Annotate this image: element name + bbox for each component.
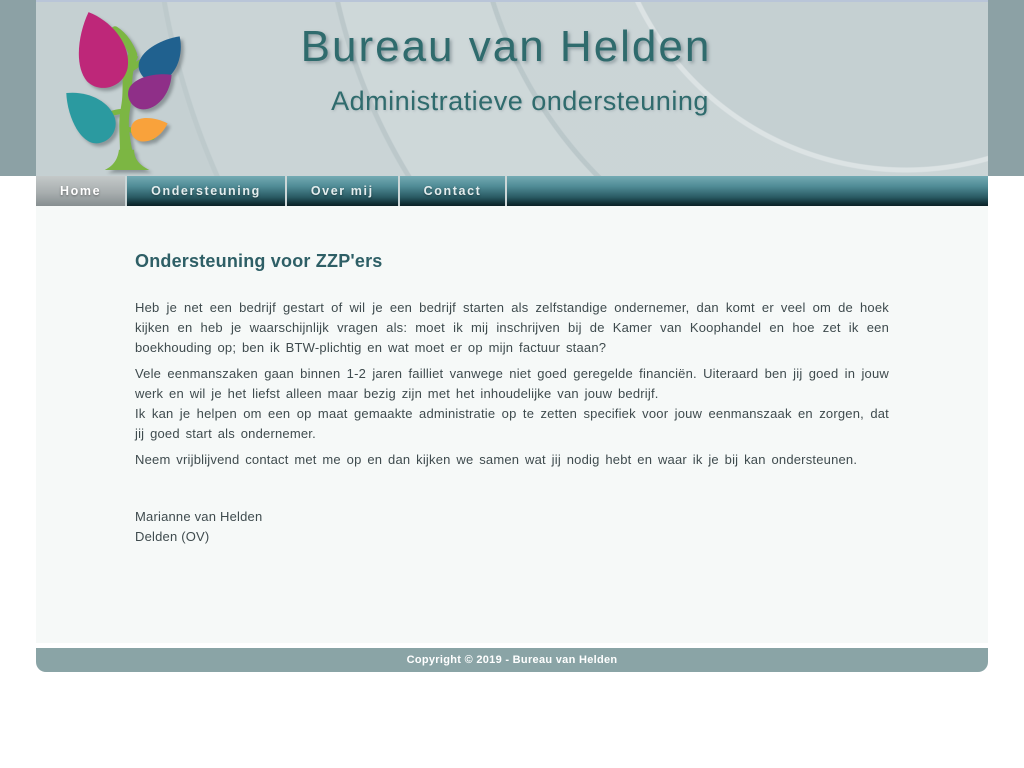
- signature-place: Delden (OV): [135, 529, 210, 544]
- site-title: Bureau van Helden: [300, 22, 712, 71]
- nav-filler: [507, 176, 988, 206]
- paragraph-helpen: Ik kan je helpen om een op maat gemaakte administratie op te zetten specifiek voor jouw eenmanszaak en zorgen, dat jij goed start als ondernemer.: [135, 406, 889, 441]
- main-content: [36, 206, 988, 643]
- copyright-text: Copyright © 2019 - Bureau van Helden: [406, 654, 618, 666]
- brand-block: [231, 22, 781, 117]
- site-footer: [36, 648, 988, 672]
- nav-item-ondersteuning[interactable]: Ondersteuning: [127, 176, 287, 206]
- nav-item-over-mij[interactable]: Over mij: [287, 176, 400, 206]
- paragraph-contact: Neem vrijblijvend contact met me op en dan kijken we samen wat jij nodig hebt en waar ik je bij kan ondersteunen.: [135, 452, 858, 467]
- main-nav: [36, 176, 988, 206]
- page-heading: Ondersteuning voor ZZP'ers: [135, 251, 383, 271]
- signature-name: Marianne van Helden: [135, 509, 263, 524]
- page-wrapper: [36, 0, 988, 672]
- site-header: [36, 0, 988, 176]
- nav-item-home[interactable]: Home: [36, 176, 127, 206]
- paragraph-intro: Heb je net een bedrijf gestart of wil je een bedrijf starten als zelfstandige ondernemer, dan komt er veel om de hoek kijken en heb je waarschijnlijk vragen als: moet ik mij inschrijven bij de Kamer van Koophandel en hoe zet ik een boekhouding op; ben ik BTW-plichtig en wat moet er op mijn factuur staan?: [135, 300, 889, 355]
- tree-logo-icon: [58, 6, 190, 170]
- site-subtitle: Administratieve ondersteuning: [331, 86, 709, 116]
- signature-block: [135, 507, 889, 547]
- paragraph-failliet: Vele eenmanszaken gaan binnen 1-2 jaren failliet vanwege niet goed geregelde financiën. Uiteraard ben jij goed in jouw werk en wil je het liefst alleen maar bezig zijn met het inhoudelijke van jouw bedrijf.: [135, 366, 889, 401]
- nav-item-contact[interactable]: Contact: [400, 176, 508, 206]
